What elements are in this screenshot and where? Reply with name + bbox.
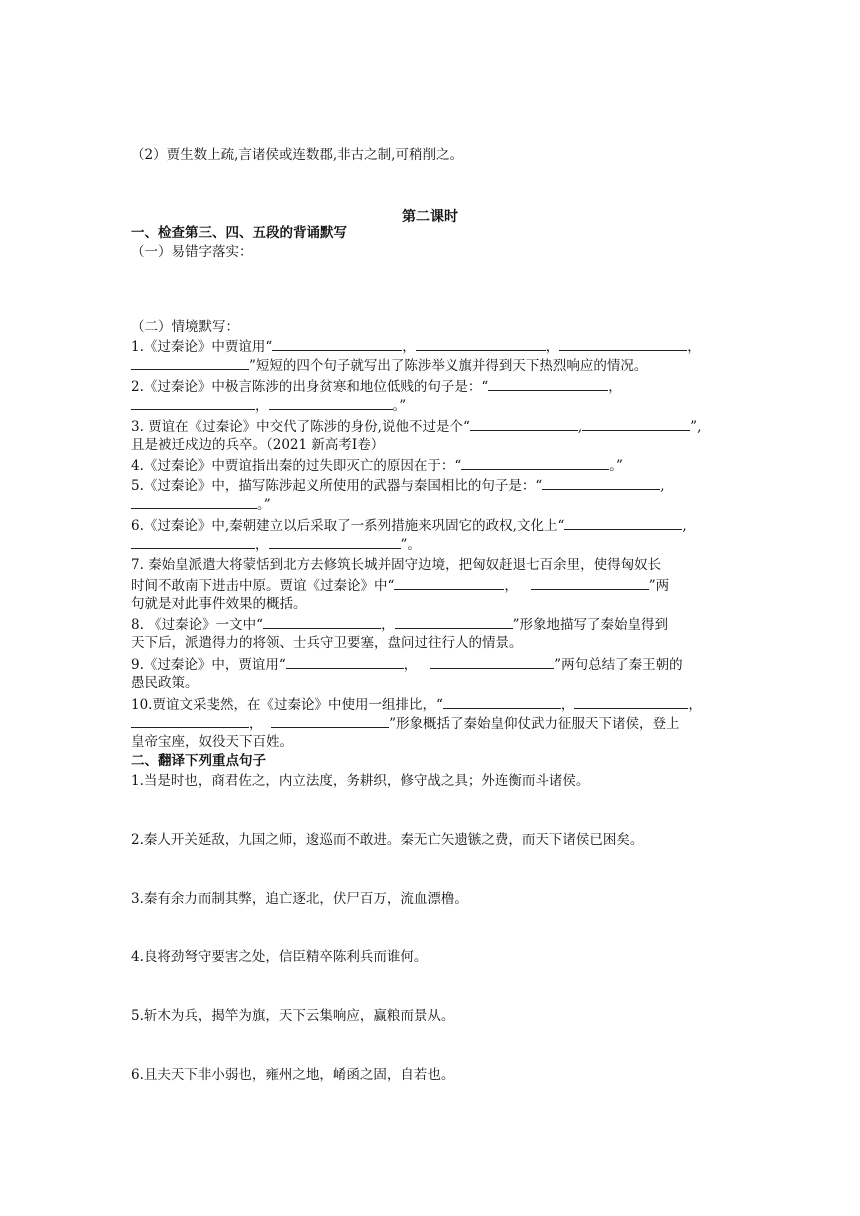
section2-heading: 二、翻译下列重点句子	[131, 753, 266, 769]
question-4	[131, 456, 731, 475]
question-5-line1	[131, 476, 731, 495]
translate-item: 3.秦有余力而制其弊，追亡逐北，伏尸百万，流血漂橹。	[131, 891, 468, 907]
question-5-comma: ,	[660, 478, 665, 494]
answer-blank[interactable]	[131, 356, 249, 370]
translate-item: 1.当是时也，商君佐之，内立法度，务耕织，修守战之具；外连衡而斗诸侯。	[131, 773, 590, 789]
answer-blank[interactable]	[131, 535, 255, 549]
answer-blank[interactable]	[286, 655, 404, 669]
answer-blank[interactable]	[263, 615, 381, 629]
question-8-line2: 天下后，派遣得力的将领、士兵守卫要塞，盘问过往行人的情景。	[131, 635, 523, 651]
question-9-line2: 愚民政策。	[131, 675, 199, 691]
question-7-mid: ”两	[648, 578, 670, 594]
question-2-line2: ， 。”	[131, 396, 731, 415]
answer-blank[interactable]	[394, 576, 504, 590]
question-10-line1: 10.贾谊文采斐然，在《过秦论》中使用一组排比，“ ， ，	[131, 697, 702, 713]
question-9-tail: ”两句总结了秦王朝的	[554, 657, 683, 673]
question-1-tail: ”短短的四个句子就写出了陈涉举义旗并得到天下热烈响应的情况。	[249, 358, 648, 374]
answer-blank[interactable]	[131, 495, 257, 509]
question-1-line2	[131, 356, 731, 375]
question-7-line3: 句就是对此事件效果的概括。	[131, 596, 307, 612]
answer-blank[interactable]	[559, 337, 687, 351]
answer-blank[interactable]	[395, 615, 513, 629]
translate-item: 6.且夫天下非小弱也，雍州之地，崤函之固，自若也。	[131, 1067, 455, 1083]
question-5-line2	[131, 495, 731, 514]
question-7-line2: 时间不敢南下进击中原。贾谊《过秦论》中“ ， ”两	[131, 578, 670, 594]
question-8-tail: ”形象地描写了秦始皇得到	[512, 617, 668, 633]
answer-blank[interactable]	[271, 714, 389, 728]
sub-typo: （一）易错字落实：	[131, 244, 253, 260]
question-7-line1: 7. 秦始皇派遣大将蒙恬到北方去修筑长城并固守边境，把匈奴赶退七百余里，使得匈奴长	[131, 557, 662, 573]
question-3-line2: 且是被迁戍边的兵卒。（2021 新高考Ⅰ卷）	[131, 437, 385, 453]
question-6-tail: ”。	[400, 537, 421, 553]
answer-blank[interactable]	[443, 695, 561, 709]
answer-blank[interactable]	[531, 576, 649, 590]
answer-blank[interactable]	[470, 417, 578, 431]
question-1-text: 1.《过秦论》中贾谊用“	[131, 339, 273, 355]
translate-item: 4.良将劲弩守要害之处，信臣精卒陈利兵而谁何。	[131, 949, 428, 965]
question-2-tail: 。”	[392, 398, 407, 414]
sub-dictation: （二）情境默写：	[131, 319, 239, 335]
answer-blank[interactable]	[461, 456, 609, 470]
answer-blank[interactable]	[488, 377, 608, 391]
question-4-text: 4.《过秦论》中贾谊指出秦的过失即灭亡的原因在于：“	[131, 458, 462, 474]
question-6-text: 6.《过秦论》中,秦朝建立以后采取了一系列措施来巩固它的政权,文化上“	[131, 518, 565, 534]
answer-blank[interactable]	[564, 516, 682, 530]
question-10-line2: ， ”形象概括了秦始皇仰仗武力征服天下诸侯，登上	[131, 714, 731, 733]
question-3-line1: 3. 贾谊在《过秦论》中交代了陈涉的身份,说他不过是个“ , ”,	[131, 419, 702, 435]
question-6-line2: ， ”。	[131, 535, 731, 554]
translate-item: 5.斩木为兵，揭竿为旗，天下云集响应，赢粮而景从。	[131, 1008, 455, 1024]
question-3-text: 3. 贾谊在《过秦论》中交代了陈涉的身份,说他不过是个“	[131, 419, 470, 435]
question-2-text: 2.《过秦论》中极言陈涉的出身贫寒和地位低贱的句子是：“	[131, 379, 489, 395]
answer-blank[interactable]	[542, 476, 660, 490]
answer-blank[interactable]	[269, 535, 401, 549]
question-1-line1: 1.《过秦论》中贾谊用“ ， ， ，	[131, 339, 701, 355]
question-5-text: 5.《过秦论》中，描写陈涉起义所使用的武器与秦国相比的句子是：“	[131, 478, 543, 494]
prev-item: （2）贾生数上疏,言诸侯或连数郡,非古之制,可稍削之。	[131, 147, 463, 163]
question-9-text: 9.《过秦论》中，贾谊用“	[131, 657, 286, 673]
question-2-line1: 2.《过秦论》中极言陈涉的出身贫寒和地位低贱的句子是：“ ，	[131, 379, 622, 395]
answer-blank[interactable]	[269, 396, 393, 410]
answer-blank[interactable]	[574, 695, 688, 709]
answer-blank[interactable]	[416, 337, 546, 351]
question-6-line1: 6.《过秦论》中,秦朝建立以后采取了一系列措施来巩固它的政权,文化上“ ,	[131, 518, 687, 534]
answer-blank[interactable]	[582, 417, 690, 431]
answer-blank[interactable]	[131, 714, 249, 728]
translate-item: 2.秦人开关延敌，九国之师，逡巡而不敢进。秦无亡矢遗镞之费，而天下诸侯已困矣。	[131, 832, 644, 848]
question-4-tail: 。”	[609, 458, 623, 474]
answer-blank[interactable]	[430, 655, 554, 669]
question-8-text: 8. 《过秦论》一文中“	[131, 617, 264, 633]
question-9-line1: 9.《过秦论》中，贾谊用“ ， ”两句总结了秦王朝的	[131, 657, 683, 673]
lesson-title: 第二课时	[402, 209, 458, 225]
answer-blank[interactable]	[272, 337, 402, 351]
question-5-tail: 。”	[257, 497, 271, 513]
section1-heading: 一、检查第三、四、五段的背诵默写	[131, 225, 347, 241]
answer-blank[interactable]	[131, 396, 255, 410]
question-10-line3: 皇帝宝座，奴役天下百姓。	[131, 734, 293, 750]
question-10-tail: ”形象概括了秦始皇仰仗武力征服天下诸侯，登上	[389, 716, 680, 732]
question-3-mid: ”,	[690, 419, 702, 435]
question-8-line1: 8. 《过秦论》一文中“ ， ”形象地描写了秦始皇得到	[131, 617, 668, 633]
question-10-text: 10.贾谊文采斐然，在《过秦论》中使用一组排比，“	[131, 697, 443, 713]
question-7-text: 时间不敢南下进击中原。贾谊《过秦论》中“	[131, 578, 395, 594]
